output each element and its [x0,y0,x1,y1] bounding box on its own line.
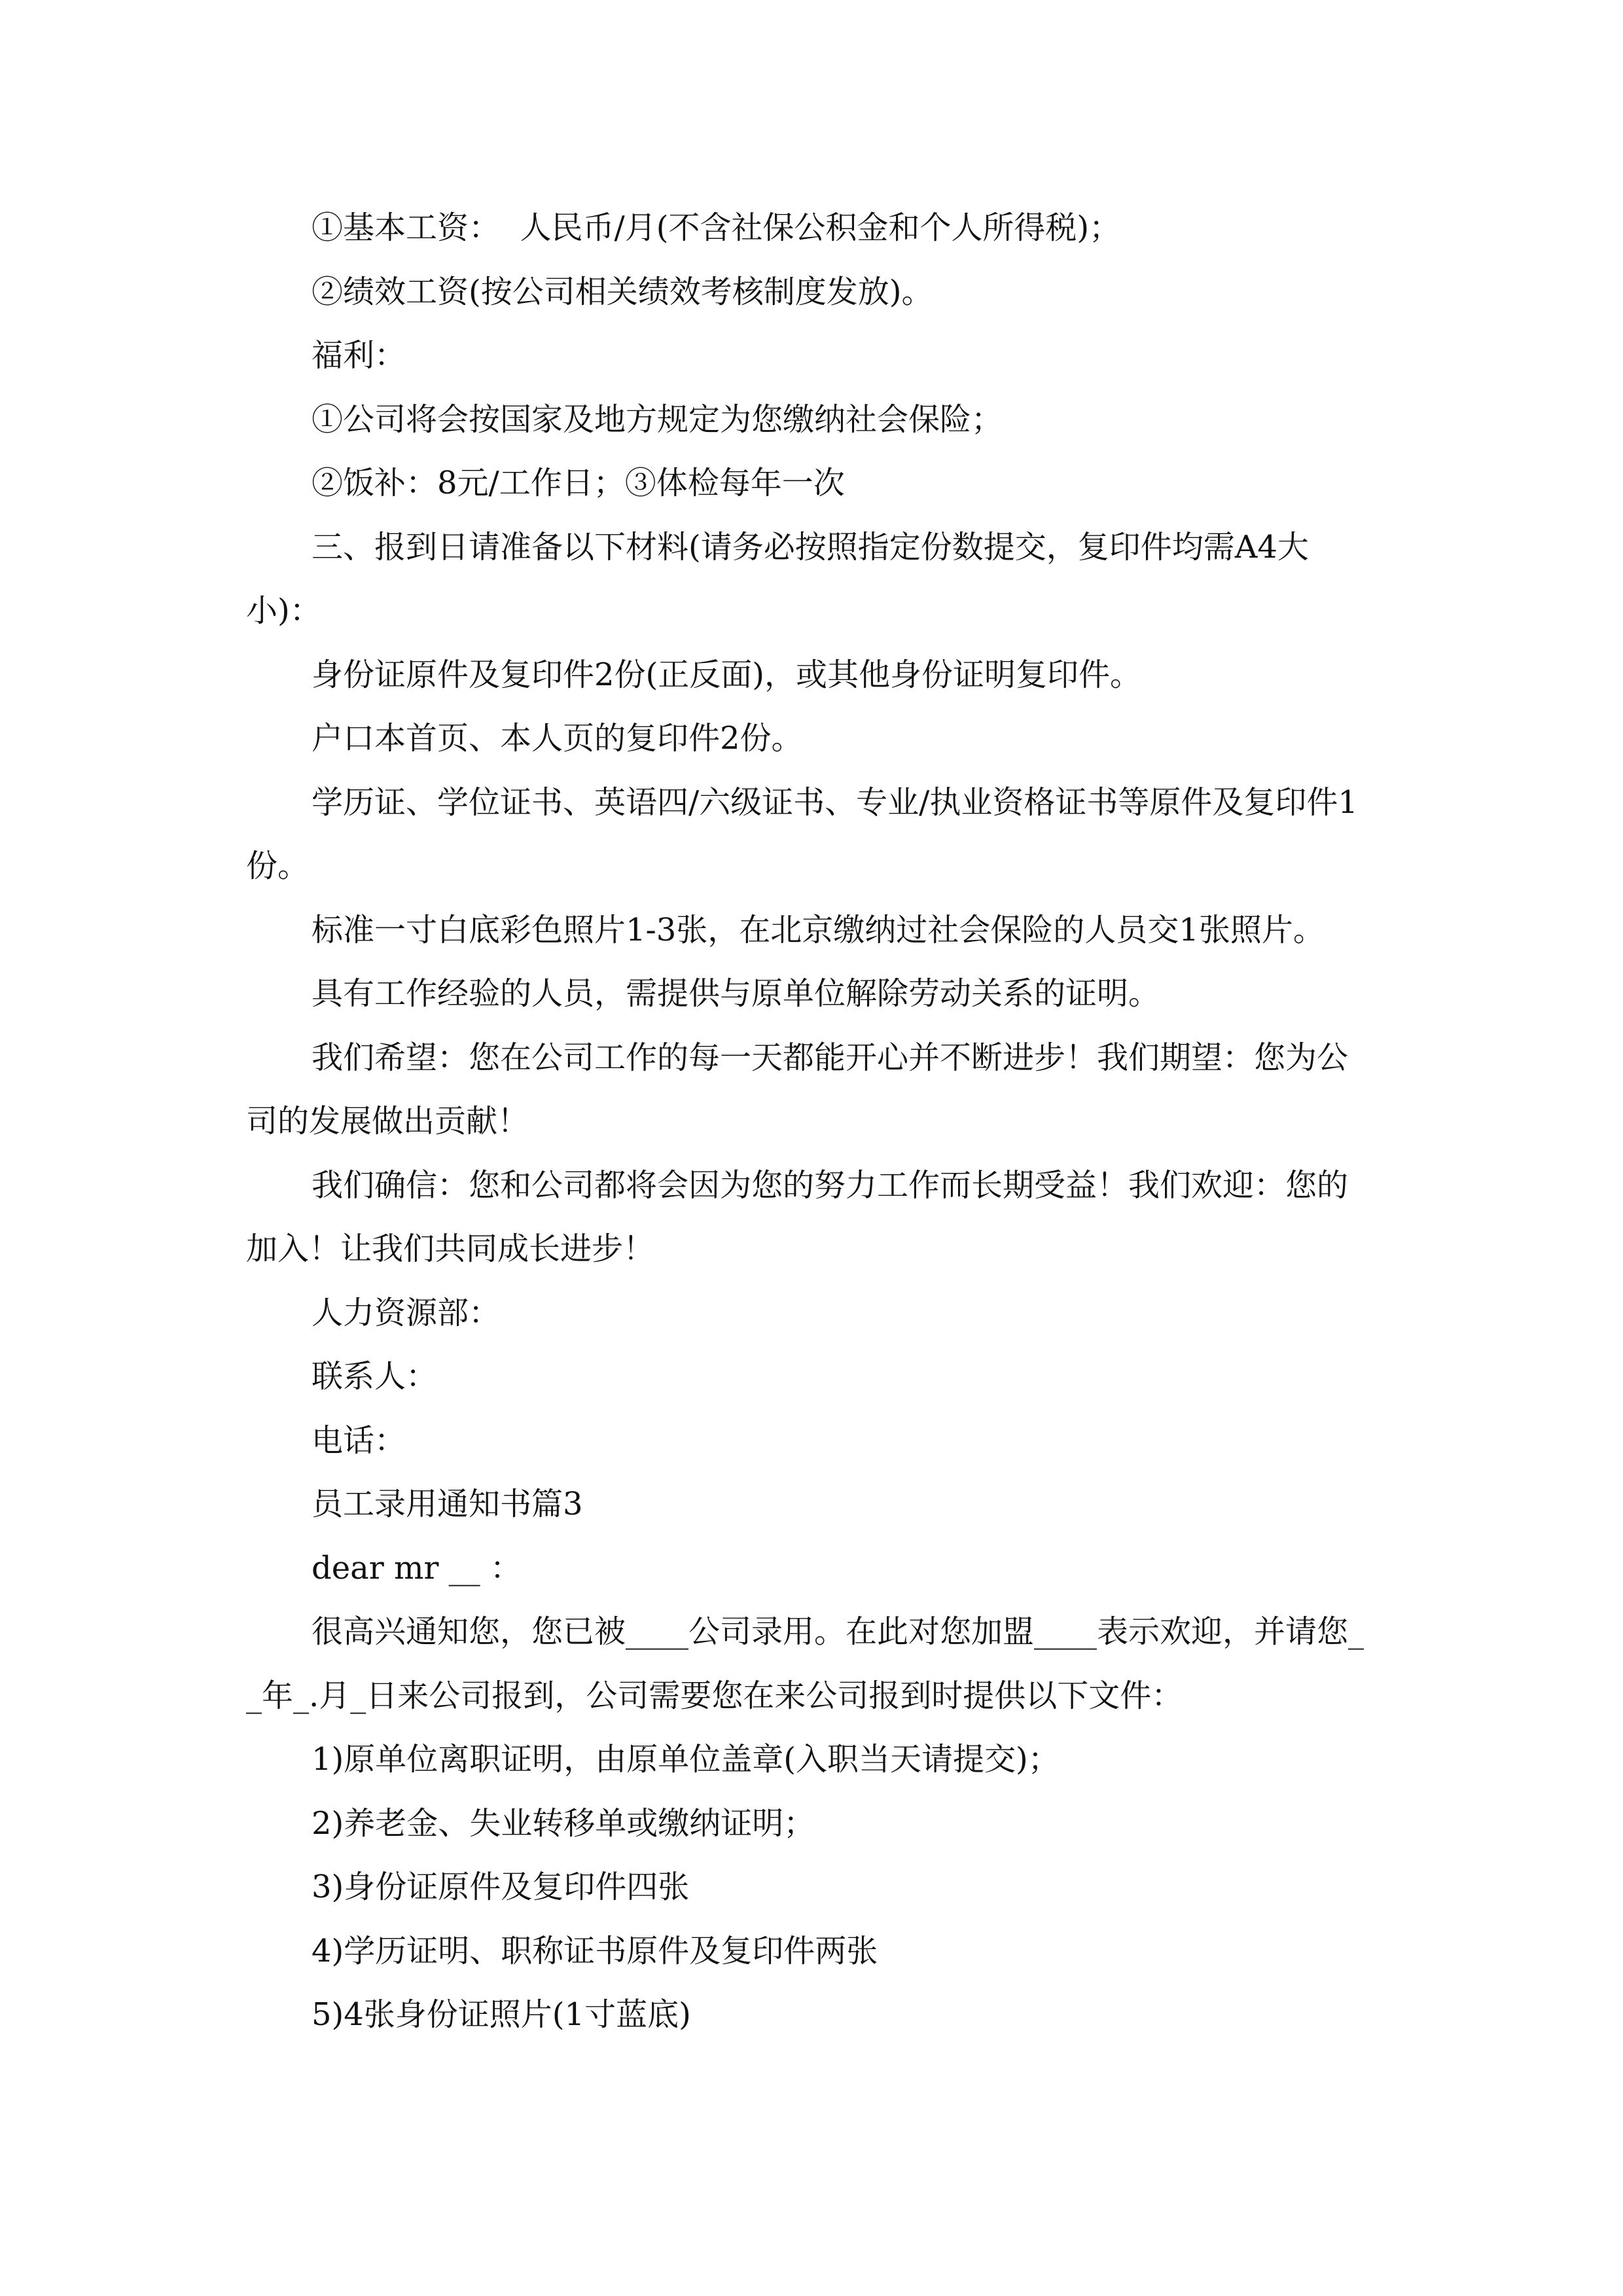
paragraph-benefits-heading: 福利： [312,337,406,374]
paragraph-performance-salary: ②绩效工资(按公司相关绩效考核制度发放)。 [312,273,933,310]
list-item-id-photos: 5)4张身份证照片(1寸蓝底) [312,1996,691,2033]
paragraph-believe: 我们确信：您和公司都将会因为您的努力工作而长期受益！我们欢迎：您的加入！让我们共同成长进步！ [246,1166,1349,1267]
paragraph-photos: 标准一寸白底彩色照片1-3张，在北京缴纳过社会保险的人员交1张照片。 [312,911,1325,948]
paragraph-meal-allowance: ②饭补：8元/工作日；③体检每年一次 [312,465,845,501]
list-item-pension: 2)养老金、失业转移单或缴纳证明； [312,1804,815,1842]
document-body [246,196,1378,2047]
paragraph-id-card: 身份证原件及复印件2份(正反面)，或其他身份证明复印件。 [312,656,1141,693]
paragraph-work-experience: 具有工作经验的人员，需提供与原单位解除劳动关系的证明。 [312,975,1160,1012]
paragraph-phone: 电话： [312,1422,406,1459]
paragraph-contact: 联系人： [312,1358,438,1395]
paragraph-certificates: 学历证、学位证书、英语四/六级证书、专业/执业资格证书等原件及复印件1份。 [246,783,1358,884]
paragraph-salutation: dear mr __ ： [312,1549,522,1587]
list-item-education: 4)学历证明、职称证书原件及复印件两张 [312,1932,878,1969]
paragraph-materials-heading: 三、报到日请准备以下材料(请务必按照指定份数提交，复印件均需A4大小)： [246,528,1309,629]
paragraph-basic-salary: ①基本工资： 人民币/月(不含社保公积金和个人所得税)； [312,209,1121,246]
list-item-resignation: 1)原单位离职证明，由原单位盖章(入职当天请提交)； [312,1741,1060,1778]
list-item-id-copies: 3)身份证原件及复印件四张 [312,1869,690,1905]
paragraph-hr-department: 人力资源部： [312,1294,501,1331]
paragraph-hope: 我们希望：您在公司工作的每一天都能开心并不断进步！我们期望：您为公司的发展做出贡献！ [246,1039,1349,1139]
section-title: 员工录用通知书篇3 [312,1486,583,1522]
paragraph-household-register: 户口本首页、本人页的复印件2份。 [312,720,803,757]
paragraph-social-insurance: ①公司将会按国家及地方规定为您缴纳社会保险； [312,401,1003,438]
paragraph-notice: 很高兴通知您，您已被____公司录用。在此对您加盟____表示欢迎，并请您__年_.月_日来公司报到，公司需要您在来公司报到时提供以下文件： [246,1613,1364,1714]
